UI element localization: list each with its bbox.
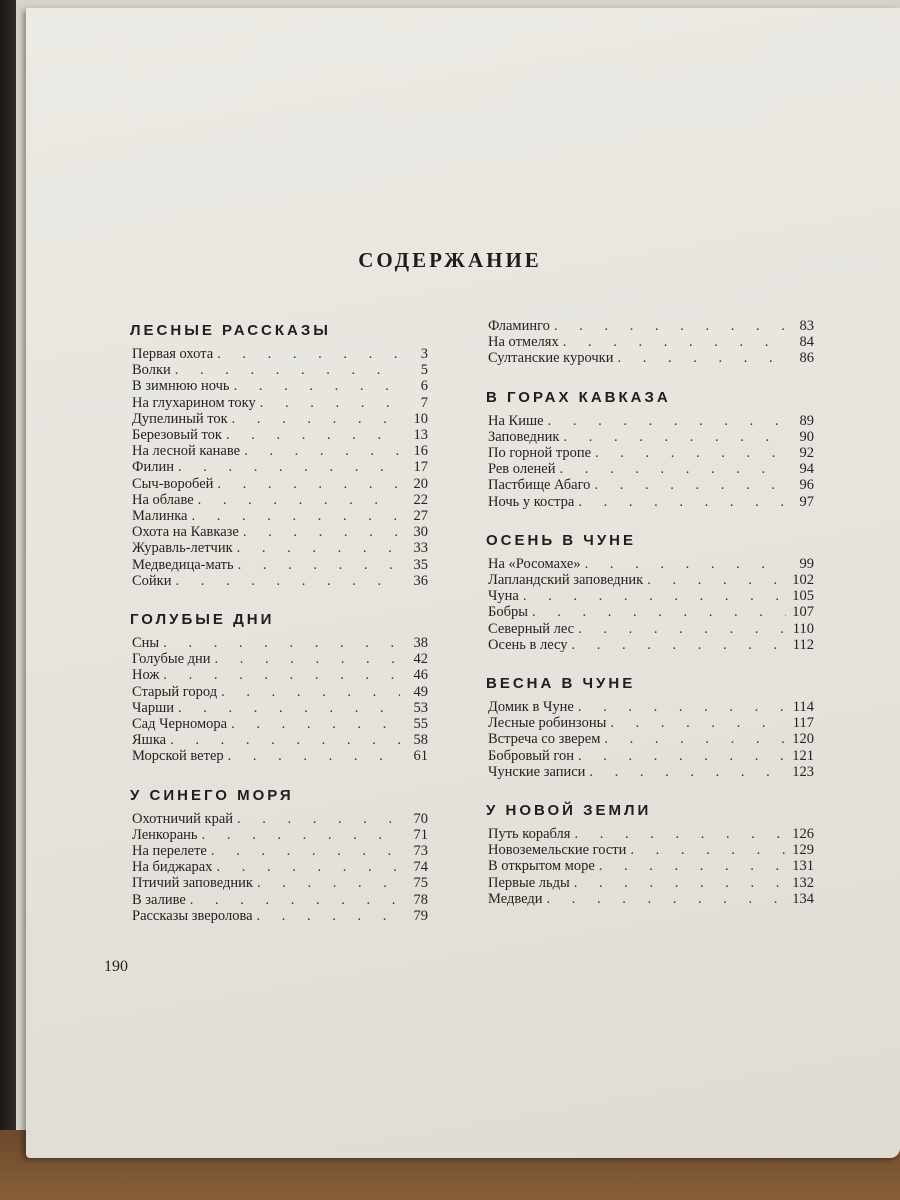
toc-entry-title: Сны — [132, 635, 160, 652]
dot-leader — [559, 334, 786, 350]
toc-entry-page: 33 — [413, 540, 428, 557]
toc-entry-title: На биджарах — [132, 859, 213, 876]
toc-entry-page: 112 — [792, 636, 814, 653]
toc-entry-page: 70 — [413, 810, 428, 827]
toc-entry-title: Встреча со зверем — [488, 731, 601, 748]
section-entries — [118, 635, 428, 765]
toc-entry-title: Старый город — [132, 683, 218, 700]
toc-entry-title: На глухарином току — [132, 394, 256, 411]
dot-leader — [239, 524, 400, 540]
dot-leader — [570, 875, 786, 891]
toc-entry-page: 17 — [413, 459, 428, 476]
toc-entry — [118, 346, 428, 362]
section-entries — [474, 826, 814, 907]
dot-leader — [555, 461, 786, 477]
toc-entry-page: 55 — [413, 716, 428, 733]
toc-entry-title: Заповедник — [488, 428, 560, 445]
toc-entry-page: 78 — [413, 891, 428, 908]
dot-leader — [574, 494, 786, 510]
section-entries — [118, 346, 428, 589]
toc-right-column — [474, 318, 814, 929]
toc-entry-page: 121 — [792, 747, 814, 764]
toc-entry-title: Домик в Чуне — [488, 699, 574, 716]
toc-entry-title: Голубые дни — [132, 651, 211, 668]
dot-leader — [207, 843, 400, 859]
dot-leader — [230, 378, 400, 394]
toc-entry — [474, 891, 814, 907]
toc-entry-title: Филин — [132, 459, 174, 476]
toc-entry — [118, 651, 428, 667]
section-heading: ОСЕНЬ В ЧУНЕ — [486, 531, 636, 549]
dot-leader — [213, 346, 400, 362]
toc-entry-title: Березовый ток — [132, 427, 222, 444]
toc-entry — [474, 429, 814, 445]
dot-leader — [234, 557, 400, 573]
toc-entry — [118, 635, 428, 651]
toc-entry-page: 84 — [799, 334, 814, 351]
section-heading: ЛЕСНЫЕ РАССКАЗЫ — [130, 322, 331, 339]
toc-entry-page: 97 — [799, 493, 814, 510]
toc-entry-page: 132 — [792, 874, 814, 891]
dot-leader — [227, 716, 400, 732]
toc-section — [474, 389, 814, 510]
section-heading: ВЕСНА В ЧУНЕ — [486, 675, 636, 693]
toc-entry-page: 53 — [413, 699, 428, 716]
toc-entry-page: 3 — [420, 346, 428, 362]
toc-entry-page: 74 — [413, 859, 428, 876]
toc-entry — [118, 892, 428, 908]
toc-entry — [118, 667, 428, 683]
toc-entry-title: На облаве — [132, 491, 194, 508]
dot-leader — [159, 635, 400, 651]
dot-leader — [253, 908, 400, 924]
toc-entry-page: 73 — [413, 843, 428, 860]
toc-entry-title: Сад Черномора — [132, 716, 228, 733]
toc-entry-title: На отмелях — [488, 334, 559, 351]
toc-entry-title: Нож — [132, 667, 160, 684]
dot-leader — [574, 621, 786, 637]
section-heading: ГОЛУБЫЕ ДНИ — [130, 611, 275, 629]
dot-leader — [172, 573, 401, 589]
toc-entry — [474, 556, 814, 572]
toc-entry — [118, 716, 428, 732]
toc-entry-page: 6 — [420, 378, 428, 395]
toc-entry — [474, 413, 814, 429]
toc-entry — [474, 477, 814, 493]
section-entries — [118, 811, 428, 924]
toc-entry — [118, 492, 428, 508]
toc-entry — [118, 811, 428, 827]
toc-entry-page: 129 — [792, 842, 814, 859]
page-number: 190 — [104, 958, 128, 975]
toc-entry-title: Рев оленей — [488, 461, 556, 478]
dot-leader — [228, 411, 400, 427]
section-heading: В ГОРАХ КАВКАЗА — [486, 388, 671, 406]
toc-entry-title: Чарши — [132, 699, 175, 716]
dot-leader — [253, 875, 400, 891]
toc-entry-page: 117 — [792, 715, 814, 732]
toc-entry-title: Пастбище Абаго — [488, 477, 591, 494]
toc-entry-title: Лапландский заповедник — [488, 572, 644, 589]
toc-entry — [118, 700, 428, 716]
toc-entry-page: 96 — [799, 477, 814, 494]
toc-entry-page: 61 — [413, 748, 428, 765]
toc-entry — [118, 427, 428, 443]
dot-leader — [643, 572, 786, 588]
dot-leader — [528, 604, 786, 620]
toc-entry-page: 7 — [420, 394, 428, 411]
toc-entry-page: 114 — [792, 699, 814, 716]
dot-leader — [585, 764, 786, 780]
toc-entry-page: 83 — [799, 318, 814, 334]
toc-entry — [118, 748, 428, 764]
dot-leader — [613, 350, 786, 366]
toc-entry-title: Яшка — [132, 732, 167, 749]
dot-leader — [559, 429, 786, 445]
toc-entry — [118, 411, 428, 427]
dot-leader — [211, 651, 400, 667]
section-heading: У СИНЕГО МОРЯ — [130, 786, 294, 804]
toc-entry-title: Медведи — [488, 890, 543, 907]
toc-entry — [474, 699, 814, 715]
toc-section — [118, 611, 428, 765]
dot-leader — [174, 700, 400, 716]
toc-entry — [474, 621, 814, 637]
dot-leader — [544, 413, 786, 429]
toc-entry — [118, 524, 428, 540]
toc-entry-title: Охотничий край — [132, 810, 234, 827]
toc-entry-title: На «Росомахе» — [488, 555, 581, 572]
toc-entry — [474, 842, 814, 858]
toc-entry-page: 22 — [413, 491, 428, 508]
toc-entry-page: 110 — [792, 620, 814, 637]
toc-entry — [118, 476, 428, 492]
dot-leader — [224, 748, 400, 764]
toc-entry — [474, 588, 814, 604]
toc-entry-title: Бобровый гон — [488, 747, 575, 764]
toc-entry-page: 5 — [420, 362, 428, 379]
dot-leader — [217, 684, 400, 700]
toc-entry-page: 126 — [792, 826, 814, 843]
toc-entry-title: Птичий заповедник — [132, 875, 253, 892]
dot-leader — [595, 858, 786, 874]
toc-entry-page: 35 — [413, 556, 428, 573]
toc-entry-page: 13 — [413, 427, 428, 444]
toc-entry-title: В зимнюю ночь — [132, 378, 230, 395]
toc-entry-title: Морской ветер — [132, 748, 224, 765]
toc-entry-title: Журавль-летчик — [132, 540, 233, 557]
continued-section-entries — [474, 318, 814, 367]
toc-section — [474, 532, 814, 653]
dot-leader — [159, 667, 400, 683]
toc-entry-title: Дупелиный ток — [132, 410, 228, 427]
dot-leader — [213, 476, 400, 492]
dot-leader — [574, 699, 786, 715]
toc-entry — [118, 843, 428, 859]
toc-entry — [118, 540, 428, 556]
toc-entry-title: Ночь у костра — [488, 493, 575, 510]
toc-entry-page: 89 — [799, 412, 814, 429]
toc-entry — [118, 362, 428, 378]
toc-entry-page: 92 — [799, 445, 814, 462]
toc-entry-title: Медведица-мать — [132, 556, 234, 573]
toc-entry-title: Сойки — [132, 572, 172, 589]
toc-entry — [474, 731, 814, 747]
toc-entry-page: 38 — [413, 635, 428, 652]
toc-entry-page: 46 — [413, 667, 428, 684]
toc-entry-title: Первая охота — [132, 346, 214, 362]
toc-entry — [118, 508, 428, 524]
dot-leader — [194, 492, 400, 508]
toc-entry — [118, 443, 428, 459]
toc-entry — [118, 557, 428, 573]
toc-entry-page: 49 — [413, 683, 428, 700]
dot-leader — [600, 731, 786, 747]
toc-entry — [118, 684, 428, 700]
toc-entry — [474, 461, 814, 477]
toc-left-column — [118, 322, 428, 946]
toc-entry — [474, 875, 814, 891]
toc-entry-page: 123 — [792, 763, 814, 780]
toc-entry-page: 10 — [413, 410, 428, 427]
dot-leader — [550, 318, 786, 334]
toc-entry-title: Султанские курочки — [488, 350, 614, 367]
toc-entry-page: 58 — [413, 732, 428, 749]
section-entries — [474, 413, 814, 510]
toc-entry-title: Волки — [132, 362, 171, 379]
toc-entry-page: 75 — [413, 875, 428, 892]
section-entries — [474, 556, 814, 653]
toc-entry — [474, 715, 814, 731]
toc-right-sections — [474, 389, 814, 907]
toc-entry-title: Чунские записи — [488, 763, 586, 780]
dot-leader — [174, 459, 400, 475]
toc-entry — [118, 378, 428, 394]
dot-leader — [606, 715, 786, 731]
toc-entry-title: По горной тропе — [488, 445, 592, 462]
toc-entry-title: Сыч-воробей — [132, 475, 214, 492]
dot-leader — [568, 637, 786, 653]
dot-leader — [519, 588, 786, 604]
toc-entry — [474, 826, 814, 842]
dot-leader — [574, 748, 786, 764]
toc-entry-title: Бобры — [488, 604, 528, 621]
toc-entry — [474, 318, 814, 334]
toc-entry-title: На Кише — [488, 412, 544, 429]
toc-entry-page: 105 — [792, 588, 814, 605]
dot-leader — [240, 443, 400, 459]
toc-entry — [474, 604, 814, 620]
dot-leader — [256, 395, 400, 411]
toc-entry-page: 131 — [792, 858, 814, 875]
dot-leader — [222, 427, 400, 443]
toc-entry — [474, 858, 814, 874]
toc-entry-page: 71 — [413, 826, 428, 843]
toc-entry-title: На лесной канаве — [132, 443, 241, 460]
toc-entry — [474, 350, 814, 366]
page-title: СОДЕРЖАНИЕ — [358, 248, 542, 272]
toc-entry-page: 94 — [799, 461, 814, 478]
toc-entry — [474, 764, 814, 780]
toc-section — [474, 675, 814, 780]
toc-entry-title: Ленкорань — [132, 826, 198, 843]
toc-entry-title: Северный лес — [488, 620, 575, 637]
toc-entry-title: Рассказы зверолова — [132, 907, 253, 924]
dot-leader — [186, 892, 400, 908]
toc-entry-page: 20 — [413, 475, 428, 492]
toc-entry-title: Первые льды — [488, 874, 570, 891]
toc-entry-title: Малинка — [132, 508, 188, 525]
toc-entry — [474, 748, 814, 764]
toc-entry — [118, 827, 428, 843]
toc-entry — [118, 459, 428, 475]
toc-entry-page: 107 — [792, 604, 814, 621]
toc-entry-title: На перелете — [132, 843, 207, 860]
toc-entry — [474, 445, 814, 461]
dot-leader — [542, 891, 786, 907]
toc-entry-page: 79 — [413, 907, 428, 924]
toc-entry-page: 90 — [799, 428, 814, 445]
toc-entry — [118, 395, 428, 411]
toc-entry-title: Путь корабля — [488, 826, 571, 843]
section-heading: У НОВОЙ ЗЕМЛИ — [486, 802, 652, 820]
section-entries — [474, 699, 814, 780]
toc-entry-title: В заливе — [132, 891, 186, 908]
toc-entry — [118, 573, 428, 589]
toc-entry-title: Фламинго — [488, 318, 550, 334]
toc-entry-page: 42 — [413, 651, 428, 668]
dot-leader — [570, 826, 786, 842]
toc-entry-title: Чуна — [488, 588, 519, 605]
dot-leader — [166, 732, 400, 748]
toc-entry — [118, 875, 428, 891]
dot-leader — [198, 827, 400, 843]
toc-entry — [118, 732, 428, 748]
toc-entry — [118, 908, 428, 924]
toc-entry-title: Лесные робинзоны — [488, 715, 607, 732]
toc-entry — [474, 572, 814, 588]
toc-entry-page: 134 — [792, 890, 814, 907]
toc-entry — [474, 637, 814, 653]
dot-leader — [233, 811, 400, 827]
dot-leader — [171, 362, 400, 378]
toc-entry — [474, 494, 814, 510]
dot-leader — [590, 477, 786, 493]
toc-entry-title: Осень в лесу — [488, 636, 568, 653]
toc-section — [118, 787, 428, 924]
dot-leader — [591, 445, 786, 461]
toc-entry-page: 36 — [413, 572, 428, 589]
dot-leader — [581, 556, 786, 572]
toc-entry-title: Охота на Кавказе — [132, 524, 239, 541]
toc-entry-page: 99 — [799, 555, 814, 572]
dot-leader — [233, 540, 400, 556]
toc-entry — [118, 859, 428, 875]
toc-section — [474, 802, 814, 907]
toc-entry-page: 27 — [413, 508, 428, 525]
toc-entry-page: 16 — [413, 443, 428, 460]
dot-leader — [626, 842, 786, 858]
toc-entry-page: 86 — [799, 350, 814, 367]
toc-entry-title: В открытом море — [488, 858, 595, 875]
toc-entry-page: 120 — [792, 731, 814, 748]
dot-leader — [187, 508, 400, 524]
toc-section — [118, 322, 428, 589]
dot-leader — [212, 859, 400, 875]
toc-entry-page: 30 — [413, 524, 428, 541]
toc-entry — [474, 334, 814, 350]
toc-entry-title: Новоземельские гости — [488, 842, 627, 859]
toc-entry-page: 102 — [792, 572, 814, 589]
